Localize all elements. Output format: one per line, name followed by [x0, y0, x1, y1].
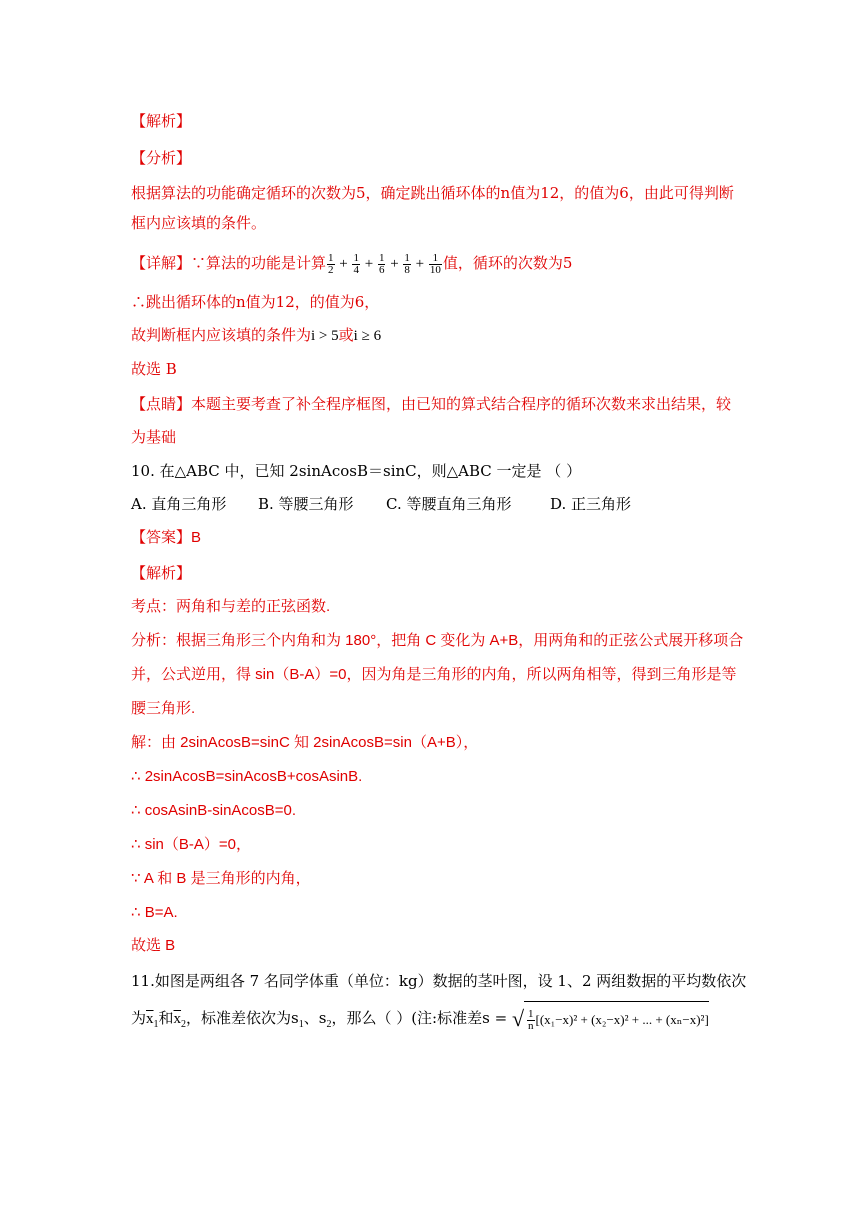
- q11-text-he: 和: [158, 1009, 174, 1027]
- xiangjie-text-b: 值，循环的次数为5: [442, 254, 573, 272]
- fraction-sum: [326, 252, 443, 277]
- option-c: C. 等腰直角三角形: [386, 495, 512, 513]
- solution-line-4: 腰三角形.: [131, 700, 196, 717]
- solution-line-6: ∴ 2sinAcosB=sinAcosB+cosAsinB.: [131, 768, 363, 785]
- xiangjie-text-a: 【详解】∵算法的功能是计算: [131, 254, 327, 272]
- fenxi-text-1: 根据算法的功能确定循环的次数为5，确定跳出循环体的n值为12，的值为6，由此可得判断: [131, 184, 734, 202]
- q11-text-note: ，那么（ ）(注:标准差s =: [331, 1009, 508, 1027]
- fraction-denominator: 4: [353, 264, 359, 277]
- solution-line-9: ∵ A 和 B 是三角形的内角，: [131, 870, 311, 887]
- fraction-denominator: 6: [378, 264, 385, 277]
- q11-text-wei: 为: [131, 1009, 147, 1027]
- sqrt-body: [524, 1001, 709, 1038]
- fraction: [352, 253, 360, 276]
- condition-math-2: i ≥ 6: [353, 328, 382, 344]
- s2-sub: 2: [326, 1019, 332, 1030]
- sqrt-sign-icon: √: [511, 1006, 525, 1032]
- fraction-denominator: 10: [429, 264, 441, 277]
- std-formula: [512, 1000, 709, 1038]
- option-a: A. 直角三角形: [131, 495, 227, 513]
- plus-sign: +: [360, 256, 377, 272]
- choose-b-1: 故选 B: [131, 360, 177, 378]
- condition-text: 故判断框内应该填的条件为: [131, 326, 312, 344]
- fraction-numerator: 1: [378, 252, 385, 265]
- fenxi-text-2: 框内应该填的条件。: [131, 214, 267, 232]
- one-over-n: $\frac{1}{n}$: [528, 1008, 534, 1033]
- question-10-options: [131, 494, 631, 514]
- xbar-1: $\overline{x}$: [146, 1011, 154, 1027]
- plus-sign: +: [411, 256, 428, 272]
- fenxi-heading: 【分析】: [131, 149, 192, 167]
- q11-text-std: ，标准差依次为s: [186, 1009, 299, 1027]
- condition-line: [131, 325, 381, 346]
- std-sum-text: [(x₁−x)² + (x₂−x)² + ... + (xₙ−x)²]: [535, 1011, 709, 1027]
- xbar-2: $\overline{x}$: [173, 1011, 182, 1027]
- condition-or: 或: [338, 326, 354, 344]
- dianjing-text-1: 【点睛】本题主要考查了补全程序框图，由已知的算式结合程序的循环次数来求出结果，较: [131, 395, 732, 413]
- solution-line-1: 考点：两角和与差的正弦函数.: [131, 598, 331, 615]
- solution-line-7: ∴ cosAsinB-sinAcosB=0.: [131, 802, 297, 819]
- xiangjie-line: [131, 248, 572, 278]
- q11-text-s2: 、s: [303, 1009, 327, 1027]
- fraction: [429, 253, 442, 276]
- fraction: [403, 253, 411, 276]
- option-d: D. 正三角形: [550, 495, 632, 513]
- solution-line-3: 并，公式逆用，得 sin（B-A）=0，因为角是三角形的内角，所以两角相等，得到三角形是等: [131, 666, 737, 683]
- fraction: [378, 253, 386, 276]
- choose-b-2: 故选 B: [131, 937, 176, 954]
- answer-10: 【答案】B: [131, 529, 202, 546]
- analysis-heading: 【解析】: [131, 112, 192, 130]
- fraction-numerator: 1: [404, 252, 410, 265]
- fraction-denominator: 2: [328, 264, 334, 277]
- condition-math-1: i > 5: [311, 328, 339, 344]
- plus-sign: +: [335, 256, 352, 272]
- solution-line-2: 分析：根据三角形三个内角和为 180°，把角 C 变化为 A+B，用两角和的正弦公式展开移项合: [131, 632, 744, 649]
- solution-line-8: ∴ sin（B-A）=0，: [131, 836, 251, 853]
- fraction-numerator: 1: [328, 252, 334, 265]
- fraction-numerator: 1: [429, 253, 442, 265]
- s1-sub: 1: [298, 1019, 304, 1030]
- dianjing-text-2: 为基础: [131, 428, 177, 446]
- jiexi-10: 【解析】: [131, 564, 192, 582]
- solution-line-10: ∴ B=A.: [131, 904, 178, 921]
- question-11-line-2: [131, 1000, 709, 1036]
- fraction: [327, 253, 335, 276]
- fraction-denominator: 8: [404, 264, 410, 277]
- xbar-1-sub: 1: [153, 1019, 159, 1030]
- solution-line-5: 解：由 2sinAcosB=sinC 知 2sinAcosB=sin（A+B），: [131, 734, 479, 751]
- plus-sign: +: [386, 256, 403, 272]
- fraction-numerator: 1: [353, 252, 359, 265]
- question-11-line-1: 11.如图是两组各 7 名同学体重（单位：kg）数据的茎叶图，设 1、2 两组数据的平均数依次: [131, 972, 747, 990]
- xbar-2-sub: 2: [181, 1019, 187, 1030]
- question-10: 10. 在△ABC 中，已知 2sinAcosB＝sinC，则△ABC 一定是 （ ）: [131, 462, 582, 480]
- xiangjie-text-2: ∴跳出循环体的n值为12，的值为6，: [131, 293, 380, 311]
- option-b: B. 等腰三角形: [258, 495, 354, 513]
